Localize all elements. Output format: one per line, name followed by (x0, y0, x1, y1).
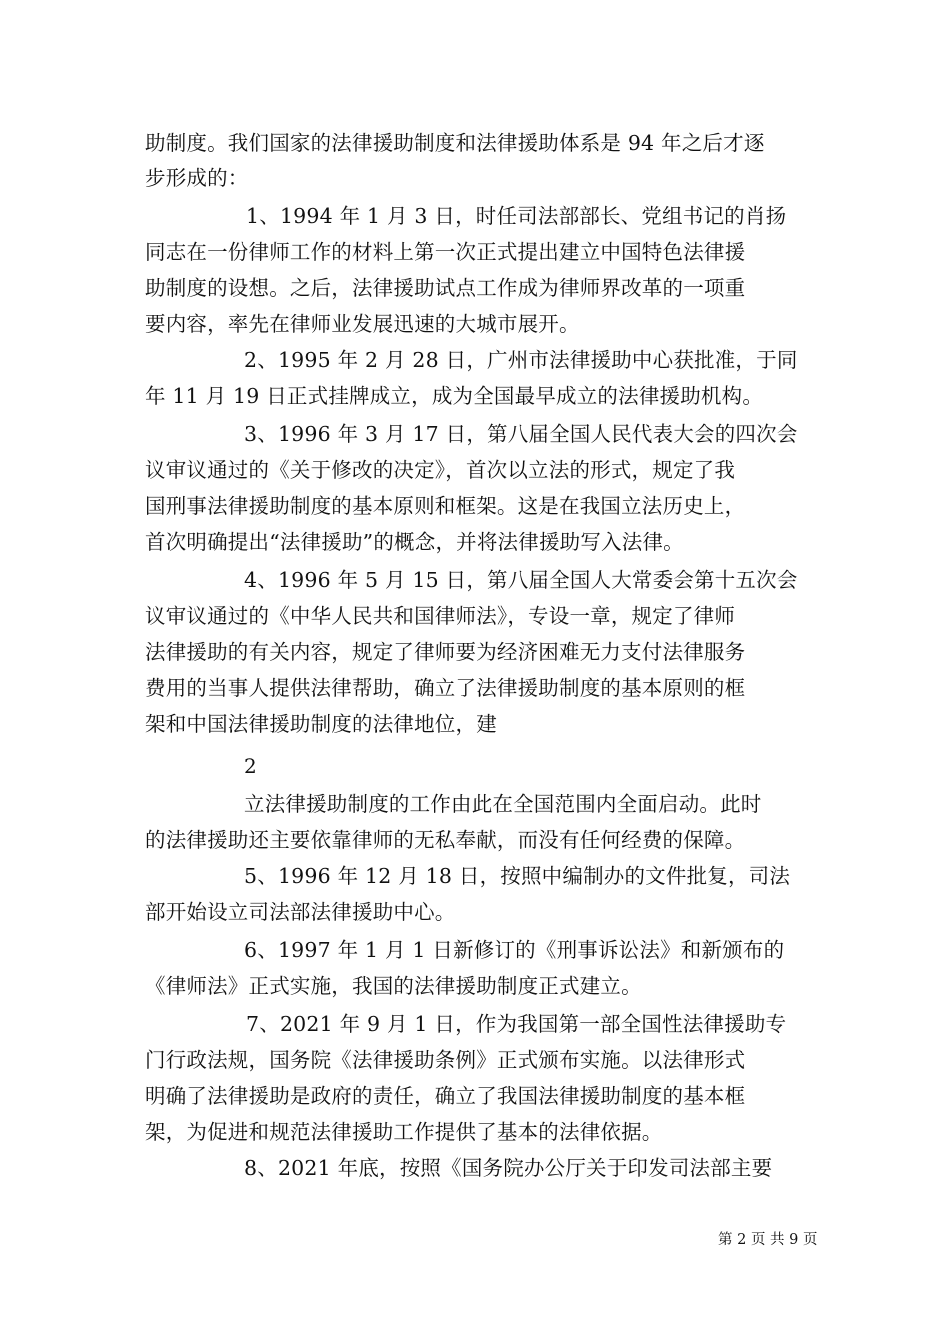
list-item-4-line-2: 议审议通过的《中华人民共和国律师法》，专设一章，规定了律师 (145, 604, 736, 628)
list-item-6-line-2: 《律师法》正式实施，我国的法律援助制度正式建立。 (145, 974, 642, 998)
list-item-8-line-1: 8、2021 年底，按照《国务院办公厅关于印发司法部主要 (244, 1156, 773, 1180)
list-item-1-line-3: 助制度的设想。之后，法律援助试点工作成为律师界改革的一项重 (145, 276, 746, 300)
list-item-5-line-1: 5、1996 年 12 月 18 日，按照中编制办的文件批复，司法 (244, 864, 791, 888)
list-item-4-line-1: 4、1996 年 5 月 15 日，第八届全国人大常委会第十五次会 (244, 568, 798, 592)
list-item-1-line-4: 要内容，率先在律师业发展迅速的大城市展开。 (145, 312, 580, 336)
list-item-3-line-4: 首次明确提出“法律援助”的概念，并将法律援助写入法律。 (145, 530, 684, 554)
list-item-4-line-5: 架和中国法律援助制度的法律地位，建 (145, 712, 497, 736)
list-item-1-line-1: 1、1994 年 1 月 3 日，时任司法部部长、党组书记的肖扬 (246, 204, 787, 228)
list-item-7-line-4: 架，为促进和规范法律援助工作提供了基本的法律依据。 (145, 1120, 663, 1144)
list-item-2-line-2: 年 11 月 19 日正式挂牌成立，成为全国最早成立的法律援助机构。 (145, 384, 764, 408)
list-item-4-line-3: 法律援助的有关内容，规定了律师要为经济困难无力支付法律服务 (145, 640, 746, 664)
list-item-5-line-2: 部开始设立司法部法律援助中心。 (145, 900, 456, 924)
list-item-3-line-3: 国刑事法律援助制度的基本原则和框架。这是在我国立法历史上， (145, 494, 746, 518)
list-item-7-line-1: 7、2021 年 9 月 1 日，作为我国第一部全国性法律援助专 (246, 1012, 787, 1036)
body-text-line: 立法律援助制度的工作由此在全国范围内全面启动。此时 (244, 792, 762, 816)
list-item-4-line-4: 费用的当事人提供法律帮助，确立了法律援助制度的基本原则的框 (145, 676, 746, 700)
list-item-3-line-1: 3、1996 年 3 月 17 日，第八届全国人民代表大会的四次会 (244, 422, 798, 446)
page-footer: 第 2 页 共 9 页 (718, 1232, 818, 1248)
list-item-3-line-2: 议审议通过的《关于修改的决定》，首次以立法的形式，规定了我 (145, 458, 736, 482)
body-text-line: 的法律援助还主要依靠律师的无私奉献，而没有任何经费的保障。 (145, 828, 746, 852)
body-text-line: 助制度。我们国家的法律援助制度和法律援助体系是 94 年之后才逐 (145, 131, 765, 155)
list-item-2-line-1: 2、1995 年 2 月 28 日，广州市法律援助中心获批准，于同 (244, 348, 798, 372)
list-item-1-line-2: 同志在一份律师工作的材料上第一次正式提出建立中国特色法律援 (145, 240, 746, 264)
body-text-line: 步形成的： (145, 166, 249, 190)
list-item-6-line-1: 6、1997 年 1 月 1 日新修订的《刑事诉讼法》和新颁布的 (244, 938, 785, 962)
list-item-7-line-3: 明确了法律援助是政府的责任，确立了我国法律援助制度的基本框 (145, 1084, 746, 1108)
list-item-7-line-2: 门行政法规，国务院《法律援助条例》正式颁布实施。以法律形式 (145, 1048, 746, 1072)
inline-page-number: 2 (244, 754, 257, 778)
